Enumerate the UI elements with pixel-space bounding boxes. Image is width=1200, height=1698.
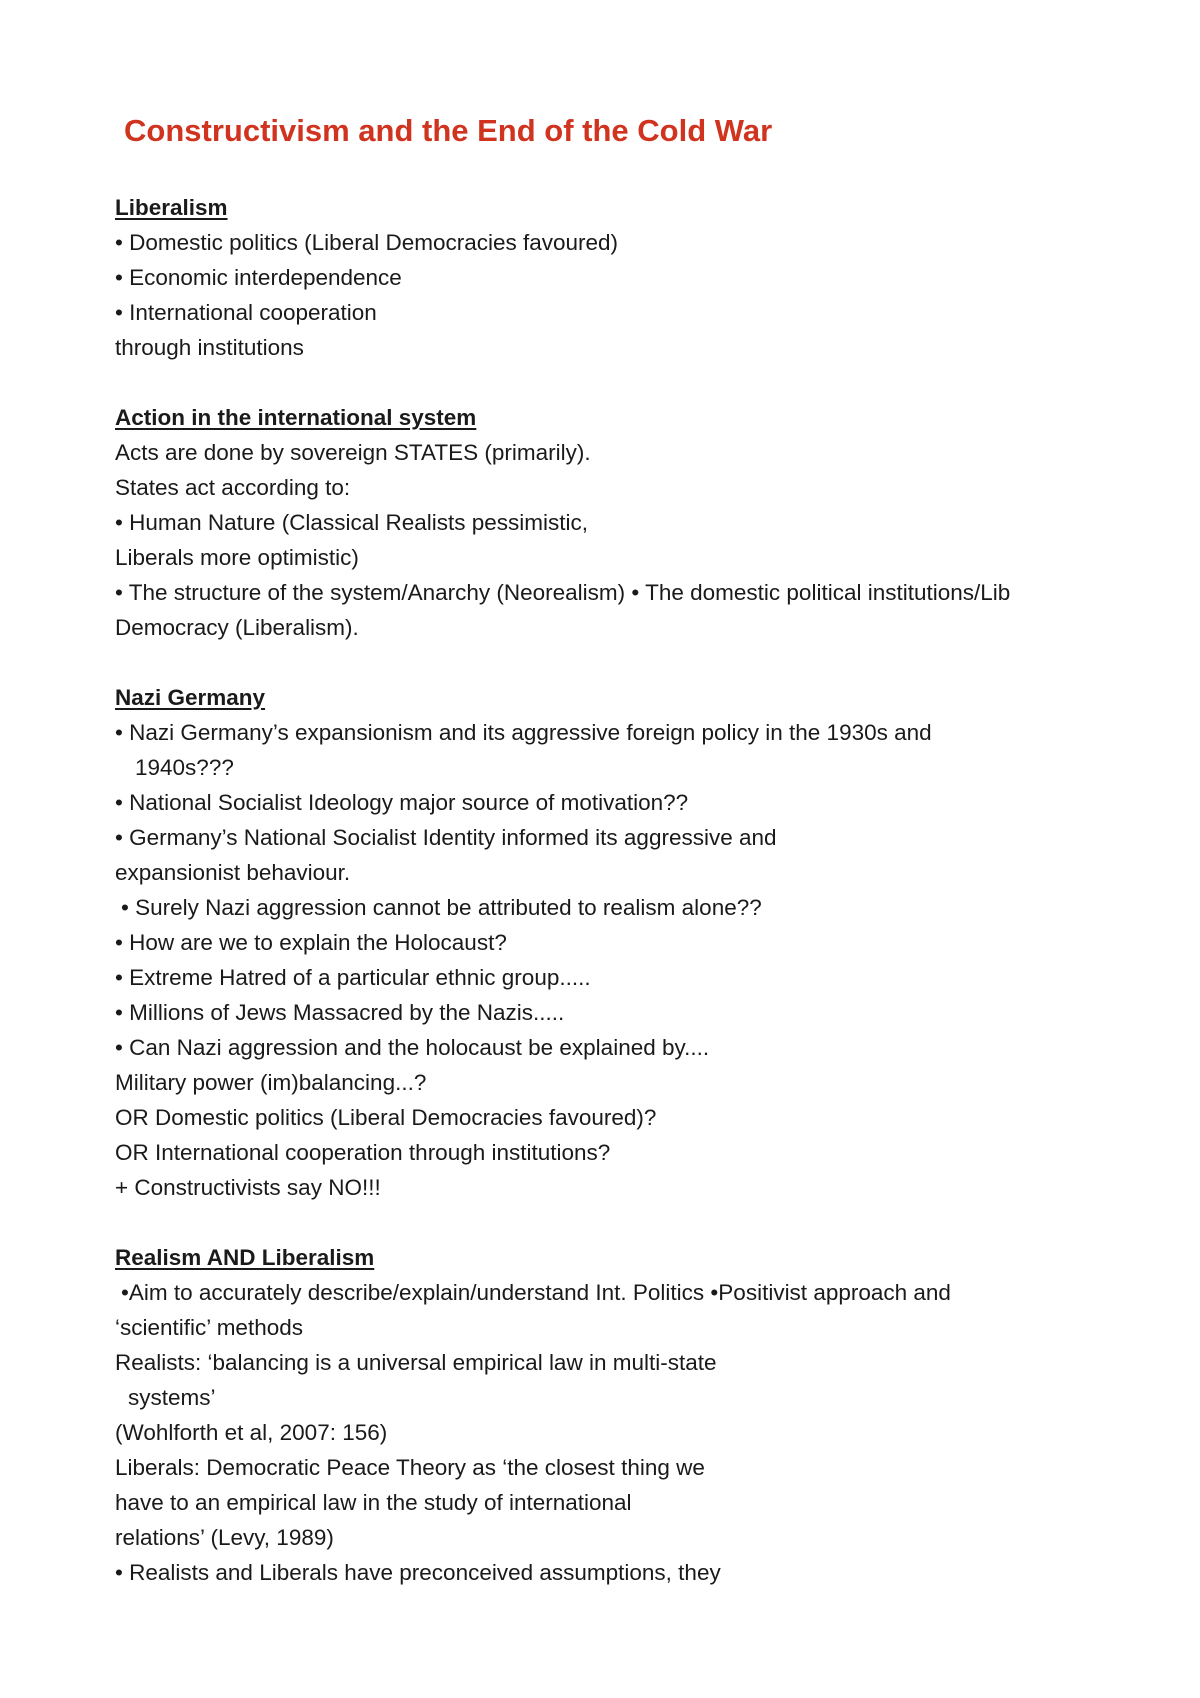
text-line: • Extreme Hatred of a particular ethnic group.....: [115, 965, 591, 990]
document-body: [115, 190, 1115, 1590]
text-line: + Constructivists say NO!!!: [115, 1175, 381, 1200]
text-line: relations’ (Levy, 1989): [115, 1525, 334, 1550]
text-line: • Can Nazi aggression and the holocaust be explained by....: [115, 1035, 710, 1060]
text-line: • Realists and Liberals have preconceived assumptions, they: [115, 1560, 721, 1585]
text-line: • International cooperation: [115, 300, 377, 325]
section-heading-nazi-germany: Nazi Germany: [115, 685, 266, 710]
text-line: OR International cooperation through institutions?: [115, 1140, 611, 1165]
text-line: • Millions of Jews Massacred by the Nazis.....: [115, 1000, 565, 1025]
text-line: • Domestic politics (Liberal Democracies favoured): [115, 230, 619, 255]
text-line: through institutions: [115, 335, 304, 360]
text-line: have to an empirical law in the study of international: [115, 1490, 632, 1515]
text-line: • Economic interdependence: [115, 265, 402, 290]
document-title: Constructivism and the End of the Cold War: [124, 113, 773, 148]
text-line: (Wohlforth et al, 2007: 156): [115, 1420, 388, 1445]
text-line: Realists: ‘balancing is a universal empirical law in multi-state: [115, 1350, 717, 1375]
paragraph-gap: [115, 1205, 1115, 1240]
text-line: expansionist behaviour.: [115, 860, 351, 885]
text-line: • How are we to explain the Holocaust?: [115, 930, 507, 955]
section-heading-liberalism: Liberalism: [115, 195, 228, 220]
text-line: • The structure of the system/Anarchy (Neorealism) • The domestic political institutions/Lib: [115, 580, 1011, 605]
text-line: •Aim to accurately describe/explain/understand Int. Politics •Positivist approach and: [121, 1280, 951, 1305]
section-heading-realism-and-liberalism: Realism AND Liberalism: [115, 1245, 375, 1270]
paragraph-gap: [115, 365, 1115, 400]
text-line: ‘scientific’ methods: [115, 1315, 303, 1340]
text-line: States act according to:: [115, 475, 351, 500]
text-line: OR Domestic politics (Liberal Democracies favoured)?: [115, 1105, 657, 1130]
text-line: • Germany’s National Socialist Identity informed its aggressive and: [115, 825, 777, 850]
text-line: Liberals more optimistic): [115, 545, 359, 570]
text-line: systems’: [128, 1385, 216, 1410]
text-line: • National Socialist Ideology major source of motivation??: [115, 790, 689, 815]
text-line: Democracy (Liberalism).: [115, 615, 359, 640]
text-line: Liberals: Democratic Peace Theory as ‘the closest thing we: [115, 1455, 705, 1480]
text-line: Acts are done by sovereign STATES (primarily).: [115, 440, 591, 465]
text-line: • Human Nature (Classical Realists pessimistic,: [115, 510, 589, 535]
section-heading-action: Action in the international system: [115, 405, 477, 430]
text-line: Military power (im)balancing...?: [115, 1070, 427, 1095]
paragraph-gap: [115, 645, 1115, 680]
text-line: • Surely Nazi aggression cannot be attributed to realism alone??: [121, 895, 762, 920]
text-line: • Nazi Germany’s expansionism and its aggressive foreign policy in the 1930s and: [115, 720, 932, 745]
text-line: 1940s???: [135, 755, 234, 780]
